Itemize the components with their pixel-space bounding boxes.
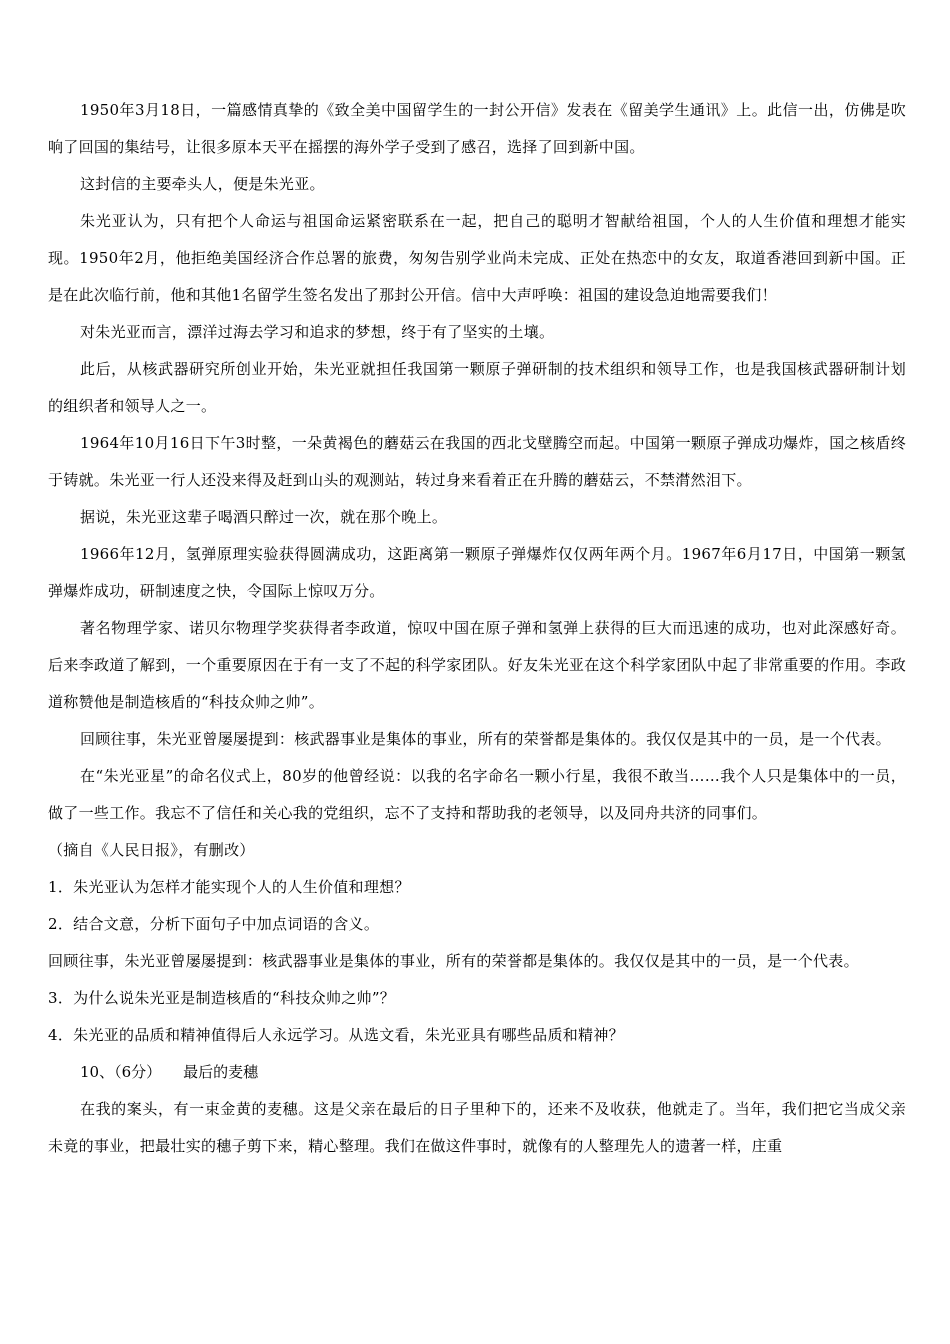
section-10-paragraph: 在我的案头，有一束金黄的麦穗。这是父亲在最后的日子里种下的，还来不及收获，他就走了。当年，我们把它当成父亲未竟的事业，把最壮实的穗子剪下来，精心整理。我们在做这件事时，就像有的人整理先人的遗著一样，庄重 xyxy=(48,1100,906,1155)
question-1: 1．朱光亚认为怎样才能实现个人的人生价值和理想？ xyxy=(48,878,410,896)
article-paragraph-1: 1950年3月18日，一篇感情真挚的《致全美中国留学生的一封公开信》发表在《留美学生通讯》上。此信一出，仿佛是吹响了回国的集结号，让很多原本天平在摇摆的海外学子受到了感召，选择了回到新中国。 xyxy=(48,101,906,156)
article-paragraph-11: 在“朱光亚星”的命名仪式上，80岁的他曾经说：以我的名字命名一颗小行星，我很不敢当……我个人只是集体中的一员，做了一些工作。我忘不了信任和关心我的党组织，忘不了支持和帮助我的老领导，以及同舟共济的同事们。 xyxy=(48,767,906,822)
question-4: 4．朱光亚的品质和精神值得后人永远学习。从选文看，朱光亚具有哪些品质和精神？ xyxy=(48,1026,624,1044)
article-paragraph-5: 此后，从核武器研究所创业开始，朱光亚就担任我国第一颗原子弹研制的技术组织和领导工作，也是我国核武器研制计划的组织者和领导人之一。 xyxy=(48,360,906,415)
article-paragraph-6: 1964年10月16日下午3时整，一朵黄褐色的蘑菇云在我国的西北戈壁腾空而起。中国第一颗原子弹成功爆炸，国之核盾终于铸就。朱光亚一行人还没来得及赶到山头的观测站，转过身来看着正在升腾的蘑菇云，不禁潸然泪下。 xyxy=(48,434,906,489)
section-10-heading xyxy=(48,1054,906,1091)
question-2-sentence: 回顾往事，朱光亚曾屡屡提到：核武器事业是集体的事业，所有的荣誉都是集体的。我仅仅是其中的一员，是一个代表。 xyxy=(48,952,859,970)
article-paragraph-9: 著名物理学家、诺贝尔物理学奖获得者李政道，惊叹中国在原子弹和氢弹上获得的巨大而迅速的成功，也对此深感好奇。后来李政道了解到，一个重要原因在于有一支了不起的科学家团队。好友朱光亚在这个科学家团队中起了非常重要的作用。李政道称赞他是制造核盾的“科技众帅之帅”。 xyxy=(48,619,906,711)
article-source: （摘自《人民日报》，有删改） xyxy=(48,841,255,859)
article-paragraph-2: 这封信的主要牵头人，便是朱光亚。 xyxy=(80,175,325,193)
document-page xyxy=(48,92,906,1165)
article-paragraph-4: 对朱光亚而言，漂洋过海去学习和追求的梦想，终于有了坚实的土壤。 xyxy=(80,323,555,341)
article-paragraph-7: 据说，朱光亚这辈子喝酒只醉过一次，就在那个晚上。 xyxy=(80,508,448,526)
question-2: 2．结合文意，分析下面句子中加点词语的含义。 xyxy=(48,915,380,933)
section-10-title: 最后的麦穗 xyxy=(183,1063,259,1081)
question-3: 3．为什么说朱光亚是制造核盾的“科技众帅之帅”？ xyxy=(48,989,396,1007)
article-paragraph-3: 朱光亚认为，只有把个人命运与祖国命运紧密联系在一起，把自己的聪明才智献给祖国，个人的人生价值和理想才能实现。1950年2月，他拒绝美国经济合作总署的旅费，匆匆告别学业尚未完成、正处在热恋中的女友，取道香港回到新中国。正是在此次临行前，他和其他1名留学生签名发出了那封公开信。信中大声呼唤：祖国的建设急迫地需要我们！ xyxy=(48,212,906,304)
article-paragraph-8: 1966年12月，氢弹原理实验获得圆满成功，这距离第一颗原子弹爆炸仅仅两年两个月。1967年6月17日，中国第一颗氢弹爆炸成功，研制速度之快，令国际上惊叹万分。 xyxy=(48,545,906,600)
article-paragraph-10: 回顾往事，朱光亚曾屡屡提到：核武器事业是集体的事业，所有的荣誉都是集体的。我仅仅是其中的一员，是一个代表。 xyxy=(80,730,891,748)
section-10-number: 10、（6分） xyxy=(80,1063,162,1081)
